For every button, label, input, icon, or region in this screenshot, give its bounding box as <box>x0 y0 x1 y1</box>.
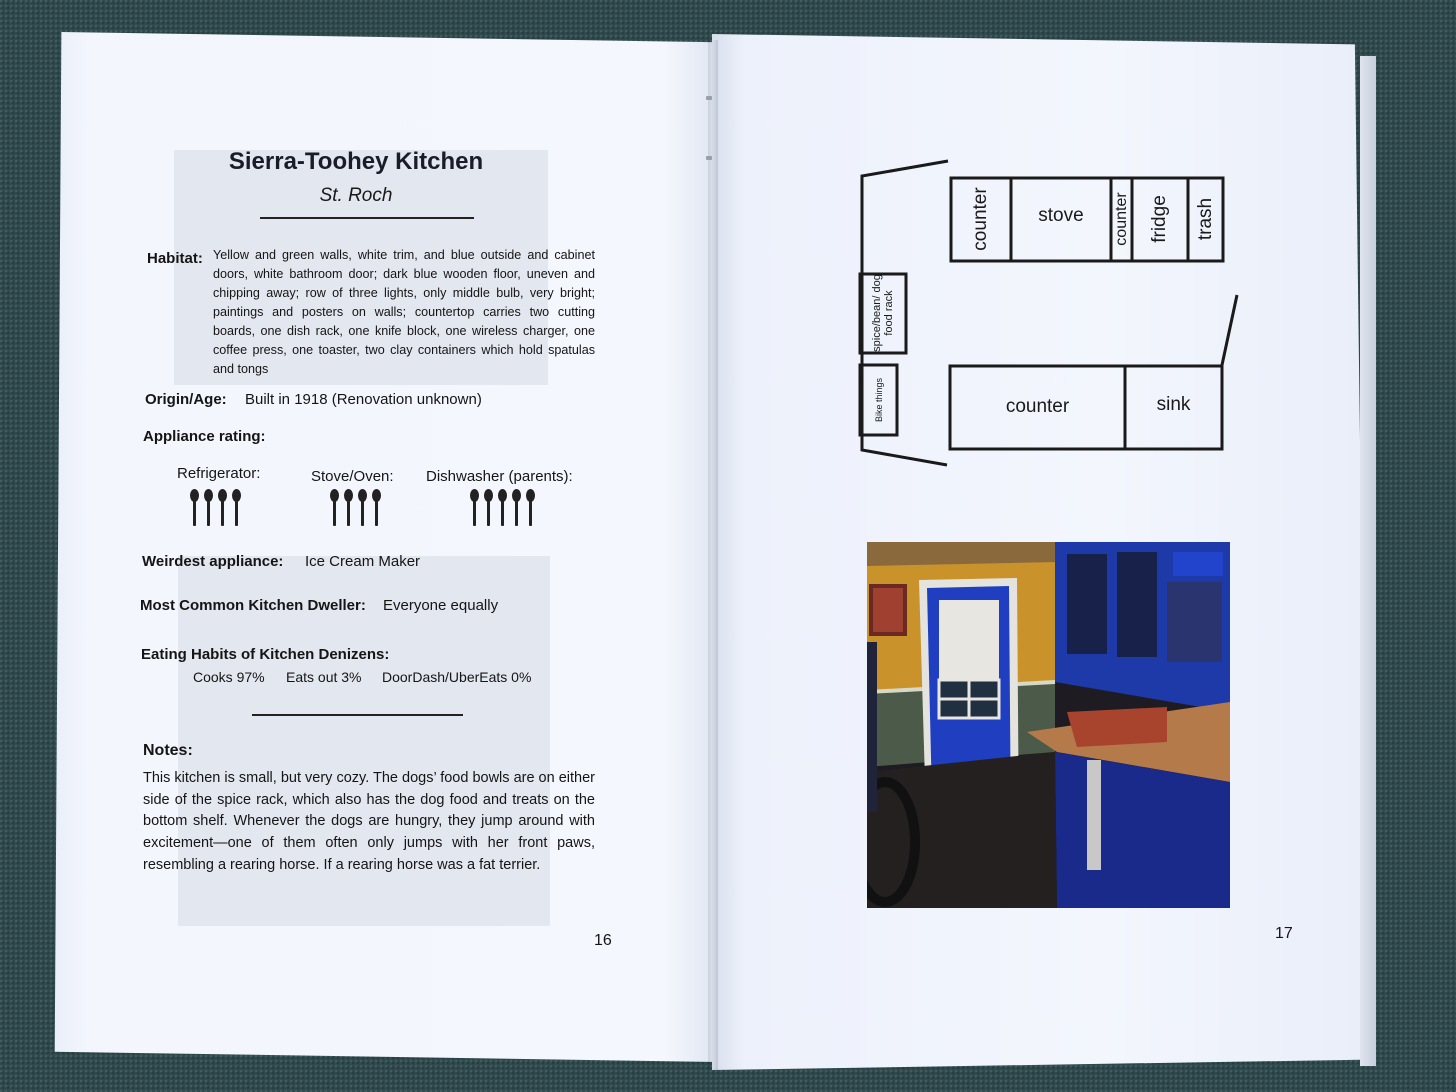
book-spine <box>708 40 718 1070</box>
staple-bottom <box>706 156 712 160</box>
kitchen-dweller-label: Most Common Kitchen Dweller: <box>140 597 366 614</box>
plan-sink: sink <box>1156 394 1191 415</box>
plan-stove: stove <box>1038 205 1084 226</box>
notes-text: This kitchen is small, but very cozy. The dogs’ food bowls are on either side of the spice rack, which also has the dog food and treats on the bottom shelf. Whenever the dogs are hungry, they jump around with excitement—one of them often only jumps with her front paws, resembling a rearing horse. If a rearing horse was a fat terrier. <box>143 770 595 873</box>
page-stack-edge <box>1360 56 1376 1066</box>
rating-stove-spoons <box>330 489 381 527</box>
spoon-icon <box>498 489 507 527</box>
eating-cooks: Cooks 97% <box>193 669 265 685</box>
weirdest-appliance-value: Ice Cream Maker <box>305 553 421 570</box>
rating-dishwasher-spoons <box>470 489 535 527</box>
weirdest-appliance-label: Weirdest appliance: <box>142 553 284 570</box>
page-number-right: 17 <box>1275 925 1293 942</box>
staple-top <box>706 96 712 100</box>
eating-out: Eats out 3% <box>286 669 362 685</box>
habitat-label: Habitat: <box>147 250 203 267</box>
spoon-icon <box>358 489 367 527</box>
spoon-icon <box>344 489 353 527</box>
spoon-icon <box>190 489 199 527</box>
spoon-icon <box>372 489 381 527</box>
spoon-icon <box>470 489 479 527</box>
title-rule <box>260 217 474 219</box>
section-rule <box>252 714 463 716</box>
kitchen-dweller-value: Everyone equally <box>383 597 499 614</box>
page-title: Sierra-Toohey Kitchen <box>228 148 484 175</box>
rating-refrigerator-label: Refrigerator: <box>177 465 261 482</box>
plan-fridge: fridge <box>1149 195 1170 243</box>
spoon-icon <box>232 489 241 527</box>
rating-stove-label: Stove/Oven: <box>311 468 394 485</box>
rating-dishwasher-label: Dishwasher (parents): <box>426 468 573 485</box>
kitchen-photo <box>867 542 1230 908</box>
eating-delivery: DoorDash/UberEats 0% <box>382 669 532 685</box>
eating-habits-label: Eating Habits of Kitchen Denizens: <box>141 646 390 663</box>
rating-refrigerator-spoons <box>190 489 241 527</box>
plan-counter-3: counter <box>1005 396 1070 417</box>
spoon-icon <box>204 489 213 527</box>
plan-counter-1: counter <box>970 187 991 251</box>
plan-spice-rack: spice/bean/ dog food rack <box>871 274 895 352</box>
origin-value: Built in 1918 (Renovation unknown) <box>245 391 482 408</box>
page-subtitle: St. Roch <box>319 185 393 206</box>
wall-right-angled <box>1222 295 1237 365</box>
origin-label: Origin/Age: <box>145 391 227 408</box>
plan-counter-2: counter <box>1113 192 1130 246</box>
spoon-icon <box>484 489 493 527</box>
appliance-rating-label: Appliance rating: <box>143 428 266 445</box>
page-number-left: 16 <box>594 932 612 949</box>
spoon-icon <box>218 489 227 527</box>
plan-bike-things: Bike things <box>874 377 884 423</box>
plan-trash: trash <box>1195 197 1216 241</box>
spoon-icon <box>330 489 339 527</box>
notes-label: Notes: <box>143 742 193 759</box>
habitat-text: Yellow and green walls, white trim, and blue outside and cabinet doors, white bathroom door; dark blue wooden floor, uneven and chipping away; row of three lights, only middle bulb, very bright; paintings and posters on walls; countertop carries two cutting boards, one dish rack, one knife block, one wireless charger, one coffee press, one toaster, two clay containers which hold spatulas and tongs <box>213 248 595 376</box>
spoon-icon <box>526 489 535 527</box>
spoon-icon <box>512 489 521 527</box>
